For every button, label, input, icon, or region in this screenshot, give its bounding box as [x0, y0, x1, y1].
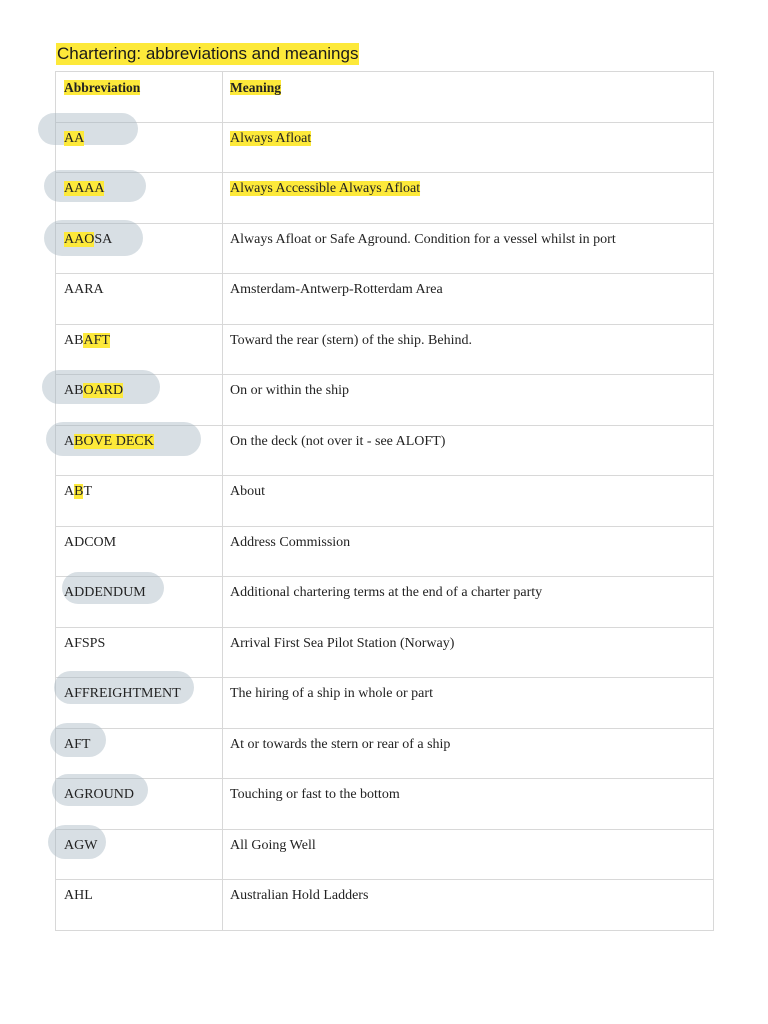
meaning-cell	[223, 325, 714, 375]
meaning-cell	[223, 527, 714, 577]
meaning-text: At or towards the stern or rear of a ship	[230, 736, 451, 752]
abbreviation-pre: AFT	[64, 736, 91, 752]
meaning-text: Always Accessible Always Afloat	[230, 181, 421, 196]
meaning-text: Australian Hold Ladders	[230, 888, 369, 903]
meaning-text: Amsterdam-Antwerp-Rotterdam Area	[230, 282, 443, 297]
meaning-cell	[223, 830, 714, 880]
abbreviation-hl: AA	[64, 130, 85, 146]
meaning-text: Always Afloat	[230, 130, 312, 146]
page-title: Chartering: abbreviations and meanings	[57, 44, 359, 63]
abbreviation-text	[64, 787, 134, 802]
table-row	[56, 476, 714, 527]
abbreviation-pre: AB	[64, 383, 84, 398]
table-row	[56, 123, 714, 174]
abbreviation-pre: A	[64, 433, 75, 449]
abbreviation-cell	[56, 274, 223, 324]
abbreviation-hl: OARD	[83, 383, 124, 398]
meaning-cell	[223, 375, 714, 425]
abbreviation-pre: ADDENDUM	[64, 585, 146, 600]
abbreviation-cell	[56, 426, 223, 476]
table-row	[56, 173, 714, 224]
table-row	[56, 779, 714, 830]
abbreviation-hl: AAAA	[64, 181, 105, 196]
meaning-cell	[223, 426, 714, 476]
abbreviation-cell	[56, 476, 223, 526]
meaning-cell	[223, 274, 714, 324]
abbreviation-pre: AGROUND	[64, 787, 134, 802]
meaning-text: Arrival First Sea Pilot Station (Norway)	[230, 635, 455, 651]
abbreviation-cell	[56, 527, 223, 577]
abbreviation-cell	[56, 577, 223, 627]
abbreviation-text	[64, 888, 93, 903]
meaning-text: All Going Well	[230, 837, 316, 853]
abbreviation-text	[64, 434, 154, 449]
abbreviation-pre: AARA	[64, 282, 104, 297]
meaning-cell	[223, 476, 714, 526]
table-row	[56, 577, 714, 628]
abbreviation-cell	[56, 375, 223, 425]
meaning-text: On the deck (not over it - see ALOFT)	[230, 433, 446, 449]
table-header-row	[56, 72, 714, 123]
meaning-cell	[223, 173, 714, 223]
abbreviation-text	[64, 383, 123, 398]
table-row	[56, 527, 714, 578]
meaning-text: About	[230, 484, 265, 499]
meaning-cell	[223, 123, 714, 173]
abbreviations-table	[55, 71, 714, 931]
abbreviation-text	[64, 585, 146, 600]
abbreviation-text	[64, 333, 110, 348]
abbreviation-text	[64, 838, 97, 853]
meaning-text: Address Commission	[230, 534, 351, 550]
table-row	[56, 426, 714, 477]
meaning-text: The hiring of a ship in whole or part	[230, 686, 433, 701]
abbreviation-text	[64, 484, 92, 499]
abbreviation-cell	[56, 325, 223, 375]
meaning-cell	[223, 880, 714, 930]
table-row	[56, 375, 714, 426]
abbreviation-cell	[56, 830, 223, 880]
meaning-text: On or within the ship	[230, 383, 349, 398]
header-meaning	[223, 72, 714, 122]
meaning-text: Toward the rear (stern) of the ship. Behind.	[230, 332, 472, 348]
header-abbreviation	[56, 72, 223, 122]
table-row	[56, 830, 714, 881]
table-row	[56, 729, 714, 780]
abbreviation-pre: AB	[64, 332, 84, 348]
abbreviation-text	[64, 535, 116, 550]
abbreviation-text	[64, 686, 181, 701]
header-abbreviation-label: Abbreviation	[64, 80, 141, 95]
table-body	[56, 123, 714, 931]
table-row	[56, 325, 714, 376]
abbreviation-pre: AGW	[64, 837, 98, 853]
abbreviation-pre: AFSPS	[64, 635, 106, 651]
abbreviation-cell	[56, 678, 223, 728]
abbreviation-cell	[56, 173, 223, 223]
abbreviation-cell	[56, 729, 223, 779]
meaning-text: Always Afloat or Safe Aground. Condition for a vessel whilst in port	[230, 231, 616, 247]
abbreviation-pre: A	[64, 484, 75, 499]
abbreviation-text	[64, 737, 90, 752]
abbreviation-pre: AFFREIGHTMENT	[64, 686, 181, 701]
meaning-cell	[223, 729, 714, 779]
abbreviation-hl: AFT	[83, 332, 110, 348]
table-row	[56, 678, 714, 729]
meaning-text: Touching or fast to the bottom	[230, 787, 400, 802]
table-row	[56, 880, 714, 931]
table-row	[56, 274, 714, 325]
meaning-cell	[223, 779, 714, 829]
abbreviation-text	[64, 636, 105, 651]
abbreviation-hl: B	[74, 484, 84, 499]
abbreviation-cell	[56, 628, 223, 678]
abbreviation-text	[64, 131, 84, 146]
abbreviation-cell	[56, 779, 223, 829]
abbreviation-cell	[56, 123, 223, 173]
abbreviation-cell	[56, 224, 223, 274]
abbreviation-post: T	[83, 484, 93, 499]
abbreviation-cell	[56, 880, 223, 930]
meaning-cell	[223, 577, 714, 627]
meaning-text: Additional chartering terms at the end of a charter party	[230, 585, 543, 600]
abbreviation-text	[64, 181, 104, 196]
abbreviation-text	[64, 282, 104, 297]
abbreviation-text	[64, 232, 112, 247]
abbreviation-pre: ADCOM	[64, 534, 117, 550]
header-meaning-label: Meaning	[230, 80, 282, 95]
meaning-cell	[223, 224, 714, 274]
abbreviation-hl: AAO	[64, 231, 95, 247]
abbreviation-post: SA	[94, 231, 113, 247]
meaning-cell	[223, 678, 714, 728]
table-row	[56, 628, 714, 679]
abbreviation-hl: BOVE DECK	[74, 433, 154, 449]
table-row	[56, 224, 714, 275]
abbreviation-pre: AHL	[64, 888, 93, 903]
meaning-cell	[223, 628, 714, 678]
